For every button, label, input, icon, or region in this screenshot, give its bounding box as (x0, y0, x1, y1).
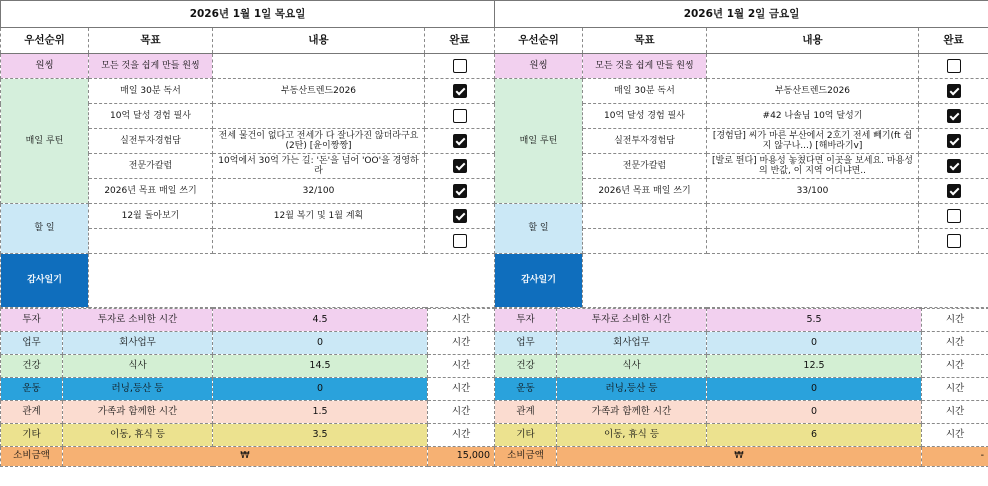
date-header: 2026년 1월 2일 금요일 (495, 1, 988, 28)
category-wish: 원씽 (1, 54, 89, 79)
time-item: 가족과 함께한 시간 (557, 401, 707, 424)
time-value[interactable]: 12.5 (707, 355, 922, 378)
time-unit: 시간 (428, 424, 495, 447)
checked-checkbox-icon[interactable] (947, 134, 961, 148)
unchecked-checkbox-icon[interactable] (453, 109, 467, 123)
content-cell[interactable]: 10억에서 30억 가는 길: '돈'을 넘어 'OO'을 경영하라 (213, 154, 425, 179)
checked-checkbox-icon[interactable] (947, 84, 961, 98)
gratitude-input[interactable] (89, 254, 495, 308)
done-cell[interactable] (425, 204, 495, 229)
time-category: 관계 (495, 401, 557, 424)
done-cell[interactable] (425, 179, 495, 204)
content-cell[interactable]: 부동산트렌드2026 (707, 79, 919, 104)
checked-checkbox-icon[interactable] (453, 184, 467, 198)
content-cell[interactable]: 12월 복기 및 1월 계획 (213, 204, 425, 229)
time-item: 러닝,등산 등 (63, 378, 213, 401)
content-cell[interactable]: 부동산트렌드2026 (213, 79, 425, 104)
time-unit: 시간 (922, 424, 988, 447)
spend-amount[interactable]: 15,000 (428, 447, 495, 467)
unchecked-checkbox-icon[interactable] (453, 234, 467, 248)
goal-cell[interactable]: 12월 돌아보기 (89, 204, 213, 229)
category-todo: 할 일 (495, 204, 583, 254)
goal-col-header: 목표 (89, 28, 213, 54)
content-cell[interactable] (707, 204, 919, 229)
checked-checkbox-icon[interactable] (453, 134, 467, 148)
category-routine: 매일 루틴 (1, 79, 89, 204)
goal-cell[interactable] (89, 229, 213, 254)
date-header: 2026년 1월 1일 목요일 (1, 1, 495, 28)
done-cell[interactable] (919, 204, 988, 229)
time-item: 이동, 휴식 등 (63, 424, 213, 447)
content-cell[interactable]: [발로 뛴다] 마용성 놓쳤다면 이곳을 보세요. 마용성의 반값, 이 지역 어디냐면.. (707, 154, 919, 179)
content-cell[interactable]: #42 나솔님 10억 달성기 (707, 104, 919, 129)
checked-checkbox-icon[interactable] (947, 159, 961, 173)
goal-cell[interactable]: 매일 30분 독서 (89, 79, 213, 104)
time-category: 업무 (495, 332, 557, 355)
time-category: 건강 (495, 355, 557, 378)
day-table (494, 0, 988, 308)
time-unit: 시간 (922, 332, 988, 355)
content-col-header: 내용 (707, 28, 919, 54)
time-category: 투자 (1, 309, 63, 332)
gratitude-label: 감사일기 (495, 254, 583, 308)
time-category: 기타 (495, 424, 557, 447)
unchecked-checkbox-icon[interactable] (947, 209, 961, 223)
done-cell[interactable] (425, 129, 495, 154)
time-item: 투자로 소비한 시간 (557, 309, 707, 332)
time-table (494, 308, 988, 467)
content-col-header: 내용 (213, 28, 425, 54)
priority-col-header: 우선순위 (495, 28, 583, 54)
day-panel (494, 0, 988, 467)
time-value[interactable]: 0 (707, 332, 922, 355)
time-item: 식사 (63, 355, 213, 378)
spend-label: 소비금액 (495, 447, 557, 467)
time-value[interactable]: 14.5 (213, 355, 428, 378)
time-unit: 시간 (428, 309, 495, 332)
checked-checkbox-icon[interactable] (947, 184, 961, 198)
time-value[interactable]: 1.5 (213, 401, 428, 424)
spend-currency: ₩ (557, 447, 922, 467)
done-cell[interactable] (919, 104, 988, 129)
time-category: 업무 (1, 332, 63, 355)
time-value[interactable]: 5.5 (707, 309, 922, 332)
gratitude-input[interactable] (583, 254, 988, 308)
unchecked-checkbox-icon[interactable] (947, 59, 961, 73)
goal-cell[interactable]: 모든 것을 쉽게 만들 원씽 (583, 54, 707, 79)
done-cell[interactable] (919, 54, 988, 79)
goal-cell[interactable]: 10억 달성 경험 필사 (89, 104, 213, 129)
time-unit: 시간 (922, 378, 988, 401)
spend-amount[interactable]: - (922, 447, 988, 467)
goal-cell[interactable]: 2026년 목표 매일 쓰기 (583, 179, 707, 204)
goal-col-header: 목표 (583, 28, 707, 54)
done-cell[interactable] (425, 154, 495, 179)
time-category: 투자 (495, 309, 557, 332)
goal-cell[interactable]: 실전투자경험담 (89, 129, 213, 154)
category-todo: 할 일 (1, 204, 89, 254)
done-cell[interactable] (919, 79, 988, 104)
goal-cell[interactable]: 실전투자경험담 (583, 129, 707, 154)
time-item: 투자로 소비한 시간 (63, 309, 213, 332)
goal-cell[interactable]: 2026년 목표 매일 쓰기 (89, 179, 213, 204)
time-unit: 시간 (428, 332, 495, 355)
done-cell[interactable] (919, 179, 988, 204)
content-cell[interactable] (707, 54, 919, 79)
time-category: 관계 (1, 401, 63, 424)
content-cell[interactable] (213, 229, 425, 254)
time-value[interactable]: 3.5 (213, 424, 428, 447)
priority-col-header: 우선순위 (1, 28, 89, 54)
time-item: 식사 (557, 355, 707, 378)
time-value[interactable]: 6 (707, 424, 922, 447)
checked-checkbox-icon[interactable] (453, 159, 467, 173)
time-item: 회사업무 (63, 332, 213, 355)
done-col-header: 완료 (919, 28, 988, 54)
content-cell[interactable] (213, 54, 425, 79)
done-col-header: 완료 (425, 28, 495, 54)
unchecked-checkbox-icon[interactable] (947, 234, 961, 248)
done-cell[interactable] (425, 79, 495, 104)
done-cell[interactable] (919, 129, 988, 154)
checked-checkbox-icon[interactable] (947, 109, 961, 123)
unchecked-checkbox-icon[interactable] (453, 59, 467, 73)
done-cell[interactable] (425, 229, 495, 254)
content-cell[interactable] (707, 229, 919, 254)
time-item: 가족과 함께한 시간 (63, 401, 213, 424)
time-value[interactable]: 0 (707, 378, 922, 401)
day-table (0, 0, 495, 308)
done-cell[interactable] (425, 54, 495, 79)
time-category: 건강 (1, 355, 63, 378)
time-category: 기타 (1, 424, 63, 447)
goal-cell[interactable]: 모든 것을 쉽게 만들 원씽 (89, 54, 213, 79)
time-unit: 시간 (922, 401, 988, 424)
category-routine: 매일 루틴 (495, 79, 583, 204)
spend-label: 소비금액 (1, 447, 63, 467)
time-value[interactable]: 4.5 (213, 309, 428, 332)
goal-cell[interactable]: 전문가칼럼 (583, 154, 707, 179)
checked-checkbox-icon[interactable] (453, 209, 467, 223)
content-cell[interactable]: [경험담] 씨가 마른 부산에서 2호기 전세 빼기(ft 쉽지 않구나...) [해바라기v] (707, 129, 919, 154)
content-cell[interactable] (213, 104, 425, 129)
time-item: 회사업무 (557, 332, 707, 355)
spend-currency: ₩ (63, 447, 428, 467)
gratitude-label: 감사일기 (1, 254, 89, 308)
time-value[interactable]: 0 (213, 332, 428, 355)
done-cell[interactable] (919, 229, 988, 254)
time-value[interactable]: 0 (707, 401, 922, 424)
time-item: 이동, 휴식 등 (557, 424, 707, 447)
checked-checkbox-icon[interactable] (453, 84, 467, 98)
time-category: 운동 (1, 378, 63, 401)
goal-cell[interactable] (583, 204, 707, 229)
day-panel (0, 0, 494, 467)
time-unit: 시간 (922, 355, 988, 378)
goal-cell[interactable]: 10억 달성 경험 필사 (583, 104, 707, 129)
content-cell[interactable]: 전세 물건이 없다고 전세가 다 잘나가진 않더라구요 (2탄) [윤이짱짱] (213, 129, 425, 154)
category-wish: 원씽 (495, 54, 583, 79)
time-table (0, 308, 495, 467)
done-cell[interactable] (919, 154, 988, 179)
goal-cell[interactable]: 전문가칼럼 (89, 154, 213, 179)
time-unit: 시간 (428, 401, 495, 424)
time-unit: 시간 (428, 378, 495, 401)
time-category: 운동 (495, 378, 557, 401)
time-unit: 시간 (922, 309, 988, 332)
content-cell[interactable]: 33/100 (707, 179, 919, 204)
done-cell[interactable] (425, 104, 495, 129)
content-cell[interactable]: 32/100 (213, 179, 425, 204)
goal-cell[interactable] (583, 229, 707, 254)
goal-cell[interactable]: 매일 30분 독서 (583, 79, 707, 104)
time-value[interactable]: 0 (213, 378, 428, 401)
time-item: 러닝,등산 등 (557, 378, 707, 401)
time-unit: 시간 (428, 355, 495, 378)
